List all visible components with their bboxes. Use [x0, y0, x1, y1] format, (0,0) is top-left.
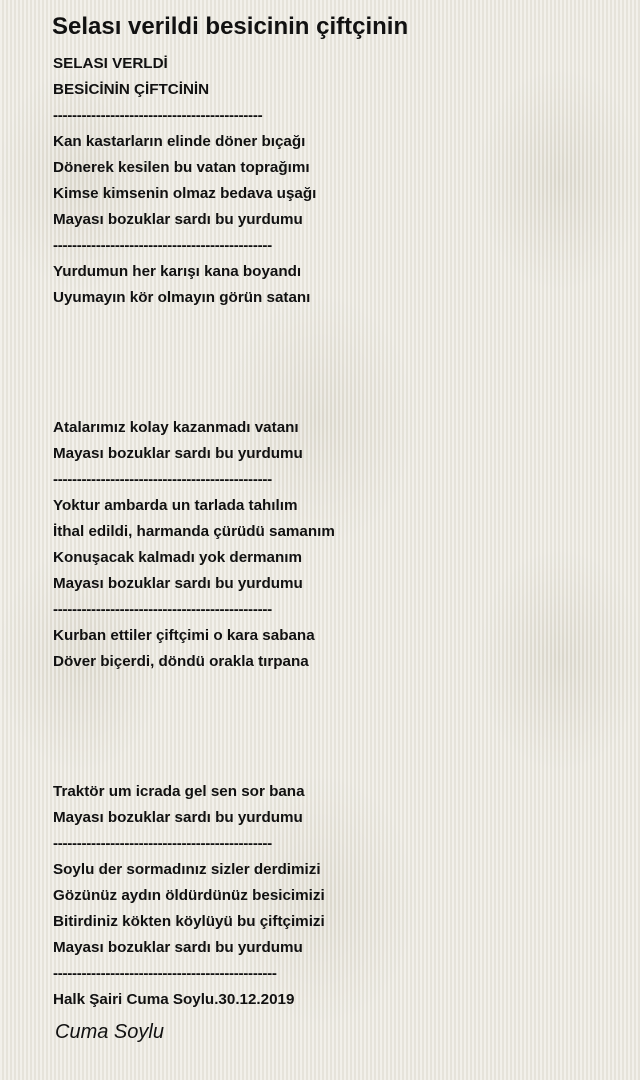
poem-line: Kan kastarların elinde döner bıçağı — [53, 133, 306, 150]
poem-line: Mayası bozuklar sardı bu yurdumu — [53, 211, 303, 228]
signature-line: Halk Şairi Cuma Soylu.30.12.2019 — [53, 991, 295, 1008]
poem-line: Kurban ettiler çiftçimi o kara sabana — [53, 627, 315, 644]
blank-line — [53, 389, 613, 415]
poem-line: Konuşacak kalmadı yok dermanım — [53, 549, 303, 566]
poem-title: Selası verildi besicinin çiftçinin — [52, 13, 409, 40]
poem-line: Döver biçerdi, döndü orakla tırpana — [53, 653, 309, 670]
poem-line: Yoktur ambarda un tarlada tahılım — [53, 497, 298, 514]
poem-line: Kimse kimsenin olmaz bedava uşağı — [53, 185, 317, 202]
poem-line: Bitirdiniz kökten köylüyü bu çiftçimizi — [53, 913, 325, 930]
blank-line — [53, 701, 613, 727]
separator-line: ---------------------------------------------- — [53, 237, 272, 254]
blank-line — [53, 311, 613, 337]
separator-line: ---------------------------------------------- — [53, 471, 272, 488]
poem-line: Traktör um icrada gel sen sor bana — [53, 783, 305, 800]
poem-line: SELASI VERLDİ — [53, 55, 168, 72]
poem-line: BESİCİNİN ÇİFTCİNİN — [53, 81, 210, 98]
separator-line: -------------------------------------------- — [53, 107, 263, 124]
separator-line: ---------------------------------------------- — [53, 835, 272, 852]
blank-line — [53, 753, 613, 779]
poem-line: Yurdumun her karışı kana boyandı — [53, 263, 302, 280]
poem-line: İthal edildi, harmanda çürüdü samanım — [53, 523, 335, 540]
blank-line — [53, 727, 613, 753]
blank-line — [53, 337, 613, 363]
poem-line: Mayası bozuklar sardı bu yurdumu — [53, 575, 303, 592]
poem-line: Atalarımız kolay kazanmadı vatanı — [53, 419, 299, 436]
blank-line — [53, 675, 613, 701]
blank-line — [53, 363, 613, 389]
poem-line: Soylu der sormadınız sizler derdimizi — [53, 861, 321, 878]
poem-line: Mayası bozuklar sardı bu yurdumu — [53, 809, 303, 826]
poem-line: Dönerek kesilen bu vatan toprağımı — [53, 159, 310, 176]
separator-line: ---------------------------------------------- — [53, 601, 272, 618]
author-name: Cuma Soylu — [55, 1021, 164, 1043]
poem-line: Uyumayın kör olmayın görün satanı — [53, 289, 311, 306]
poem-body — [53, 51, 613, 1013]
separator-line: ----------------------------------------------- — [53, 965, 277, 982]
poem-line: Mayası bozuklar sardı bu yurdumu — [53, 445, 303, 462]
poem-line: Mayası bozuklar sardı bu yurdumu — [53, 939, 303, 956]
poem-line: Gözünüz aydın öldürdünüz besicimizi — [53, 887, 325, 904]
